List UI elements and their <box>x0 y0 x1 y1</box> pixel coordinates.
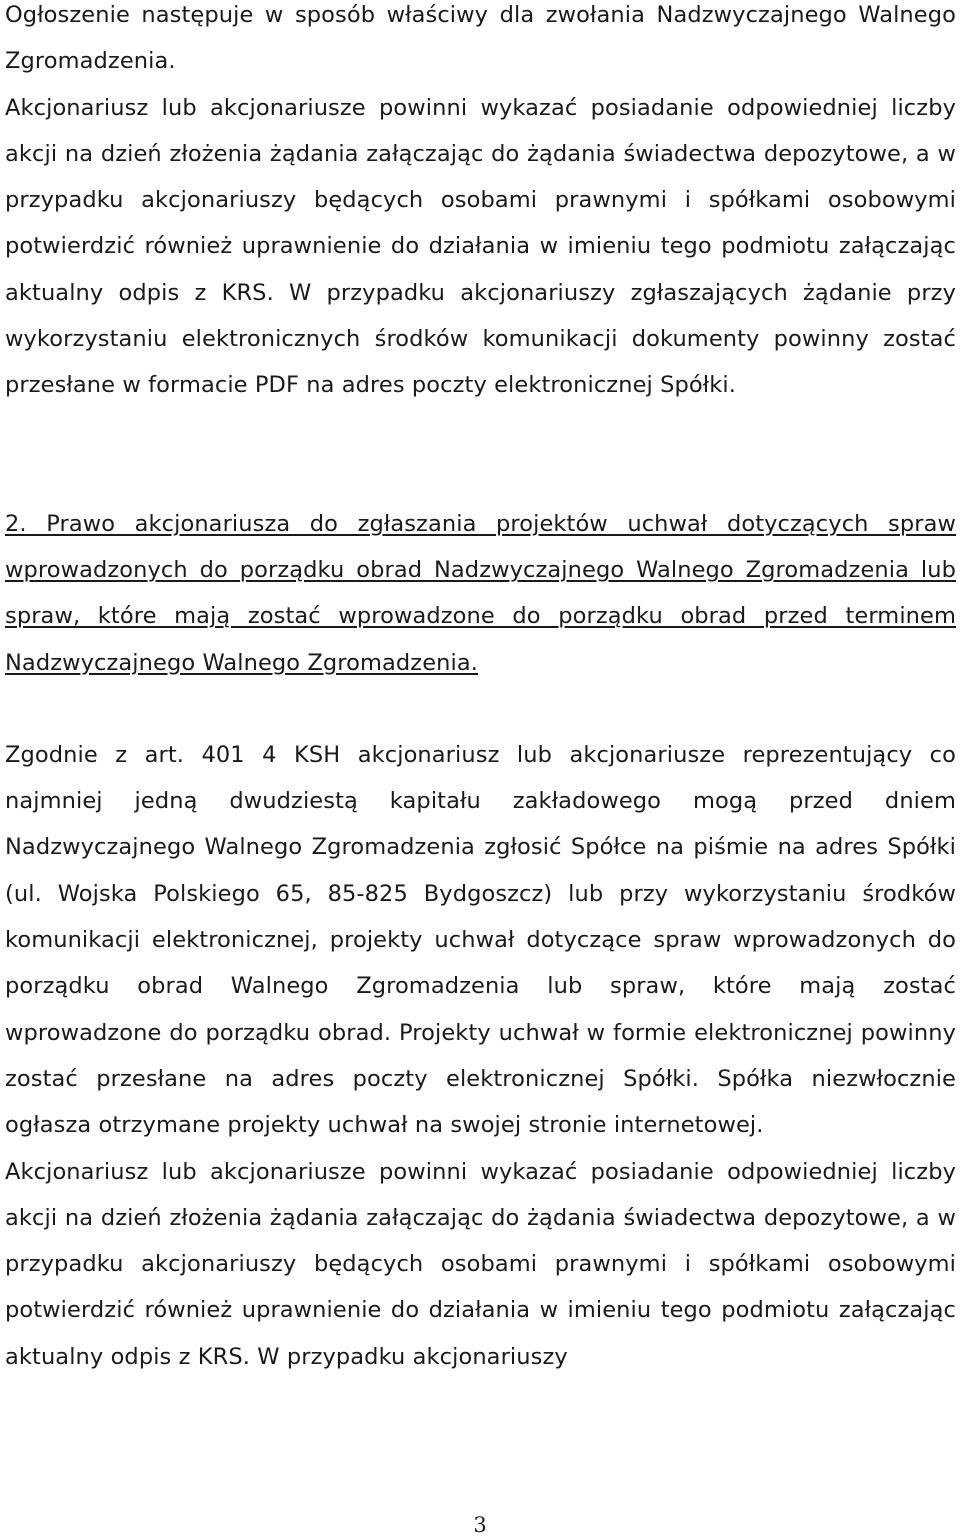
spacer <box>5 686 956 732</box>
page-number: 3 <box>473 1513 487 1537</box>
paragraph-art-401: Zgodnie z art. 401 4 KSH akcjonariusz lub akcjonariusze reprezentujący co najmniej jedną dwudziestą kapitału zakładowego mogą przed dniem Nadzwyczajnego Walnego Zgromadzenia zgłosić Spółce na piśmie na adres Spółki (ul. Wojska Polskiego 65, 85-825 Bydgoszcz) lub przy wykorzystaniu środków komunikacji elektronicznej, projekty uchwał dotyczące spraw wprowadzonych do porządku obrad Walnego Zgromadzenia lub spraw, które mają zostać wprowadzone do porządku obrad. Projekty uchwał w formie elektronicznej powinny zostać przesłane na adres poczty elektronicznej Spółki. Spółka niezwłocznie ogłasza otrzymane projekty uchwał na swojej stronie internetowej. <box>5 741 956 1139</box>
document-page <box>5 0 956 1380</box>
paragraph-shareholder-requirements: Akcjonariusz lub akcjonariusze powinni wykazać posiadanie odpowiedniej liczby akcji na dzień złożenia żądania załączając do żądania świadectwa depozytowe, a w przypadku akcjonariuszy będących osobami prawnymi i spółkami osobowymi potwierdzić również uprawnienie do działania w imieniu tego podmiotu załączając aktualny odpis z KRS. W przypadku akcjonariuszy zgłaszających żądanie przy wykorzystaniu elektronicznych środków komunikacji dokumenty powinny zostać przesłane w formacie PDF na adres poczty elektronicznej Spółki. <box>5 94 956 399</box>
paragraph-announcement: Ogłoszenie następuje w sposób właściwy dla zwołania Nadzwyczajnego Walnego Zgromadzenia. <box>5 2 956 75</box>
section-heading-2: 2. Prawo akcjonariusza do zgłaszania projektów uchwał dotyczących spraw wprowadzonych do porządku obrad Nadzwyczajnego Walnego Zgromadzenia lub spraw, które mają zostać wprowadzone do porządku obrad przed terminem Nadzwyczajnego Walnego Zgromadzenia. <box>5 510 956 676</box>
paragraph-shareholder-requirements-repeat: Akcjonariusz lub akcjonariusze powinni wykazać posiadanie odpowiedniej liczby akcji na dzień złożenia żądania załączając do żądania świadectwa depozytowe, a w przypadku akcjonariuszy będących osobami prawnymi i spółkami osobowymi potwierdzić również uprawnienie do działania w imieniu tego podmiotu załączając aktualny odpis z KRS. W przypadku akcjonariuszy <box>5 1158 956 1370</box>
spacer <box>5 409 956 501</box>
